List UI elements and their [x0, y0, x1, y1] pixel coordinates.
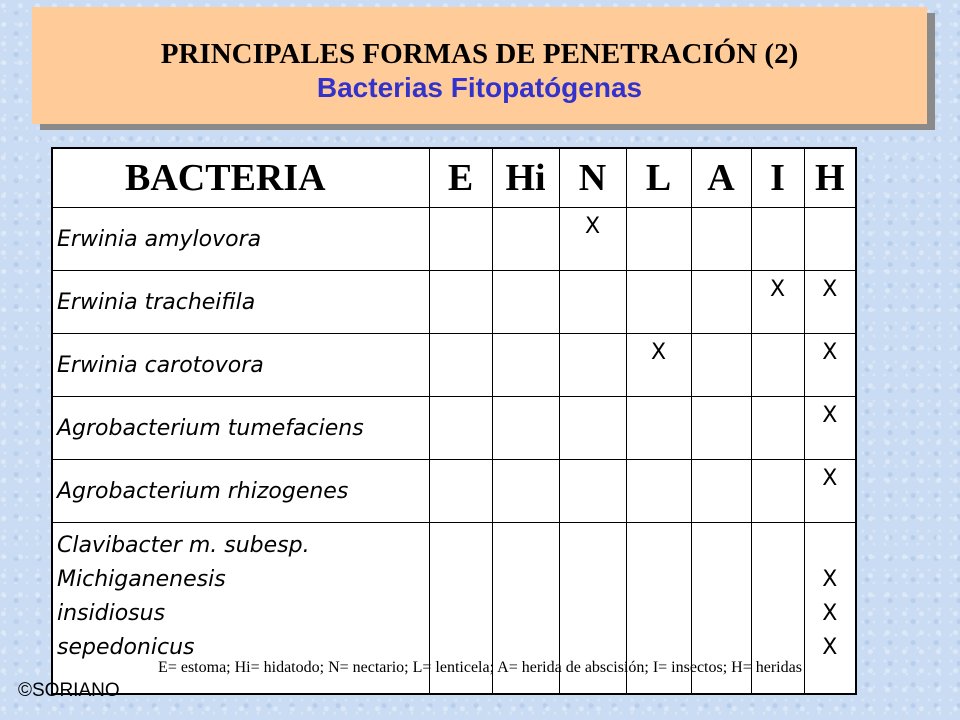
cell-hi: [492, 271, 559, 334]
cell-hi: [492, 334, 559, 397]
header-l: L: [626, 148, 691, 208]
bacteria-name-line: insidiosus: [57, 601, 166, 626]
cell-i: [751, 460, 804, 523]
bacteria-name: Erwinia amylovora: [52, 208, 429, 271]
cell-n: [559, 271, 626, 334]
header-h: H: [804, 148, 856, 208]
cell-e: [429, 271, 492, 334]
cell-l: [626, 271, 691, 334]
cell-i: X: [751, 271, 804, 334]
cell-h: [804, 208, 856, 271]
cell-e: [429, 334, 492, 397]
mark-x: X: [822, 601, 838, 626]
cell-l: [626, 397, 691, 460]
table-row: [52, 271, 856, 334]
bacteria-name-line: sepedonicus: [57, 635, 195, 660]
cell-n: [559, 334, 626, 397]
cell-h: X: [804, 460, 856, 523]
table-row: [52, 208, 856, 271]
cell-a: [691, 271, 751, 334]
cell-h: X: [804, 397, 856, 460]
page-title: PRINCIPALES FORMAS DE PENETRACIÓN (2): [160, 38, 799, 70]
bacteria-penetration-table: [51, 147, 857, 695]
bacteria-name: Agrobacterium rhizogenes: [52, 460, 429, 523]
bacteria-name-line: Michiganenesis: [57, 567, 226, 592]
cell-e: [429, 208, 492, 271]
cell-a: [691, 334, 751, 397]
cell-hi: [492, 460, 559, 523]
bacteria-name: Erwinia tracheifila: [52, 271, 429, 334]
cell-n: X: [559, 208, 626, 271]
bacteria-name-line: Clavibacter m. subesp.: [57, 533, 310, 558]
page-subtitle: Bacterias Fitopatógenas: [316, 72, 643, 103]
cell-hi: [492, 208, 559, 271]
cell-a: [691, 397, 751, 460]
bacteria-name: Erwinia carotovora: [52, 334, 429, 397]
title-box: [32, 7, 927, 124]
table-row: [52, 460, 856, 523]
copyright-text: ©SORIANO: [18, 680, 120, 701]
cell-n: [559, 460, 626, 523]
cell-a: [691, 208, 751, 271]
header-i: I: [751, 148, 804, 208]
header-a: A: [691, 148, 751, 208]
table-row: [52, 334, 856, 397]
cell-e: [429, 397, 492, 460]
header-n: N: [559, 148, 626, 208]
header-hi: Hi: [492, 148, 559, 208]
cell-l: [626, 208, 691, 271]
header-e: E: [429, 148, 492, 208]
cell-l: X: [626, 334, 691, 397]
cell-i: [751, 208, 804, 271]
table-row: [52, 397, 856, 460]
cell-l: [626, 460, 691, 523]
cell-h: X: [804, 271, 856, 334]
cell-n: [559, 397, 626, 460]
cell-i: [751, 397, 804, 460]
mark-x: X: [822, 567, 838, 592]
cell-h: X: [804, 334, 856, 397]
table-header-row: [52, 148, 856, 208]
cell-a: [691, 460, 751, 523]
cell-hi: [492, 397, 559, 460]
mark-x: X: [822, 635, 838, 660]
cell-i: [751, 334, 804, 397]
legend-text: E= estoma; Hi= hidatodo; N= nectario; L= lenticela; A= herida de abscisión; I= insectos; H= heridas: [158, 659, 802, 676]
cell-e: [429, 460, 492, 523]
bacteria-name: Agrobacterium tumefaciens: [52, 397, 429, 460]
header-bacteria: BACTERIA: [52, 148, 429, 208]
